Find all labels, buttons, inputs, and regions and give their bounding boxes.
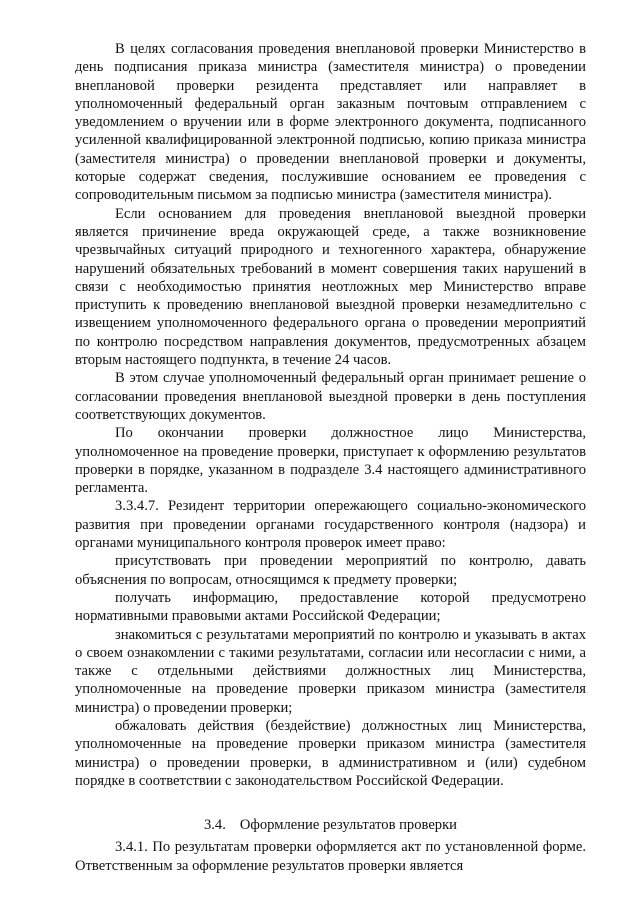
paragraph-right-information: получать информацию, предоставление которой предусмотрено нормативными правовыми актами Российской Федерации; <box>75 589 586 625</box>
paragraph-right-appeal: обжаловать действия (бездействие) должностных лиц Министерства, уполномоченные на проведение проверки приказом министра (заместителя министра) о проведении проверки, в административном и (или) судебном порядке в соответствии с законодательством Российской Федерации. <box>75 717 586 789</box>
section-number: 3.4. <box>203 817 226 834</box>
paragraph-urgent-inspection: Если основанием для проведения внеплановой выездной проверки является причинение вреда окружающей среде, а также возникновение чрезвычайных ситуаций природного и техногенного характера, обнаружение нарушений обязательных требований в момент совершения таких нарушений в связи с необходимостью принятия неотложных мер Министерство вправе приступить к проведению внеплановой выездной проверки незамедлительно с извещением уполномоченного федерального органа о проведении мероприятий по контролю посредством направления документов, предусмотренных абзацем вторым настоящего подпункта, в течение 24 часов. <box>75 205 586 369</box>
paragraph-approval-request: В целях согласования проведения внеплановой проверки Министерство в день подписания приказа министра (заместителя министра) о проведении внеплановой проверки резидента представляет или направляет в уполномоченный федеральный орган заказным почтовым отправлением с уведомлением о вручении или в форме электронного документа, подписанного усиленной квалифицированной электронной подписью, копию приказа министра (заместителя министра) о проведении внеплановой проверки и документы, которые содержат сведения, послужившие основанием ее проведения с сопроводительным письмом за подписью министра (заместителя министра). <box>75 41 586 204</box>
paragraph-resident-rights-intro: 3.3.4.7. Резидент территории опережающего социально-экономического развития при проведении органами государственного контроля (надзора) и органами муниципального контроля проверок имеет право: <box>75 498 586 552</box>
section-title: Оформление результатов проверки <box>239 817 457 834</box>
paragraph-inspection-completion: По окончании проверки должностное лицо Министерства, уполномоченное на проведение проверки, приступает к оформлению результатов проверки в порядке, указанном в подразделе 3.4 настоящего административного регламента. <box>75 425 586 497</box>
section-heading <box>75 816 586 834</box>
paragraph-act-preparation: 3.4.1. По результатам проверки оформляется акт по установленной форме. Ответственным за оформление результатов проверки является <box>75 839 586 874</box>
paragraph-federal-decision: В этом случае уполномоченный федеральный орган принимает решение о согласовании проведения внеплановой выездной проверки в день поступления соответствующих документов. <box>75 370 586 423</box>
paragraph-right-review-results: знакомиться с результатами мероприятий по контролю и указывать в актах о своем ознакомлении с такими результатами, согласии или несогласии с ними, а также с отдельными действиями должностных лиц Министерства, уполномоченные на проведение проверки приказом министра (заместителя министра) о проведении проверки; <box>75 626 586 716</box>
paragraph-right-attend: присутствовать при проведении мероприятий по контролю, давать объяснения по вопросам, относящимся к предмету проверки; <box>75 553 586 588</box>
